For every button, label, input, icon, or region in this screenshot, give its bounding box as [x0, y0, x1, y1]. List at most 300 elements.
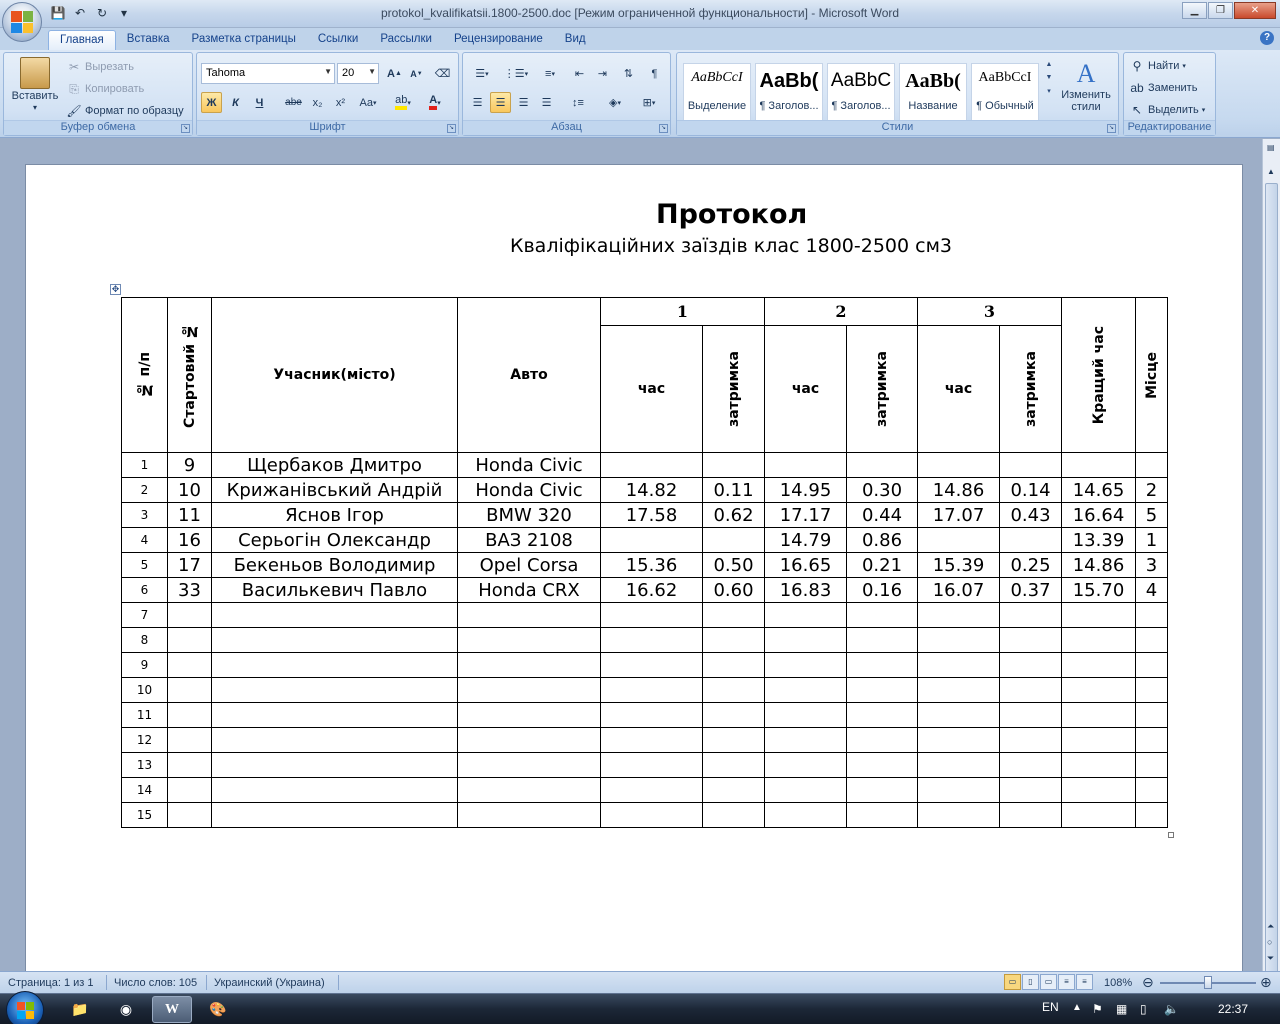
cell-time-3[interactable]: [918, 703, 1000, 728]
cell-delay-2[interactable]: 0.86: [847, 528, 918, 553]
cell-place[interactable]: 2: [1136, 478, 1168, 503]
chrome-icon[interactable]: ◉: [119, 1001, 133, 1017]
cell-delay-3[interactable]: [1000, 603, 1062, 628]
clipboard-launcher-icon[interactable]: ↘: [182, 125, 189, 131]
cell-num[interactable]: 7: [122, 603, 168, 628]
cell-best[interactable]: 13.39: [1062, 528, 1136, 553]
scroll-thumb[interactable]: [1265, 183, 1278, 983]
cell-time-2[interactable]: [765, 628, 847, 653]
cell-car[interactable]: [458, 653, 601, 678]
cell-start[interactable]: [168, 778, 212, 803]
cell-participant[interactable]: [212, 778, 458, 803]
borders-button[interactable]: ⊞ ▾: [642, 97, 656, 109]
copy-button[interactable]: [66, 81, 144, 97]
header-run-1[interactable]: 1: [601, 298, 765, 326]
cell-car[interactable]: Honda CRX: [458, 578, 601, 603]
cell-start[interactable]: [168, 703, 212, 728]
cell-delay-1[interactable]: [703, 678, 765, 703]
cell-best[interactable]: [1062, 603, 1136, 628]
cell-place[interactable]: [1136, 628, 1168, 653]
cell-num[interactable]: 1: [122, 453, 168, 478]
cut-button[interactable]: [66, 59, 134, 75]
cell-best[interactable]: 14.65: [1062, 478, 1136, 503]
cell-delay-2[interactable]: [847, 628, 918, 653]
clear-format-button[interactable]: [432, 63, 453, 84]
cell-delay-1[interactable]: [703, 528, 765, 553]
more-icon[interactable]: ▾: [1047, 88, 1051, 95]
zoom-out-icon[interactable]: ⊖: [1142, 974, 1154, 990]
tab-insert[interactable]: Вставка: [126, 33, 170, 45]
cell-num[interactable]: 11: [122, 703, 168, 728]
document-area[interactable]: [0, 139, 1262, 971]
font-name-value: Tahoma: [206, 67, 246, 79]
cell-num[interactable]: 2: [122, 478, 168, 503]
help-icon[interactable]: ?: [1260, 31, 1274, 45]
header-start[interactable]: [168, 298, 212, 453]
find-button[interactable]: ⚲ Найти ▾: [1129, 58, 1186, 74]
header-time-1[interactable]: час: [601, 326, 703, 453]
header-time-3[interactable]: час: [918, 326, 1000, 453]
chevron-down-icon[interactable]: ▼: [1045, 74, 1053, 81]
cell-participant[interactable]: [212, 803, 458, 828]
cell-time-2[interactable]: [765, 678, 847, 703]
justify-button[interactable]: [536, 92, 557, 113]
protocol-table[interactable]: [121, 297, 1168, 828]
cell-num[interactable]: 3: [122, 503, 168, 528]
browse-object-icon[interactable]: ○: [1267, 937, 1273, 947]
cell-time-2[interactable]: [765, 453, 847, 478]
cell-participant[interactable]: [212, 753, 458, 778]
cell-best[interactable]: [1062, 453, 1136, 478]
header-delay-1[interactable]: [703, 326, 765, 453]
vertical-scrollbar[interactable]: [1262, 139, 1280, 971]
cell-time-2[interactable]: 14.79: [765, 528, 847, 553]
tab-review[interactable]: Рецензирование: [453, 33, 543, 45]
align-center-button[interactable]: [490, 92, 511, 113]
cell-delay-3[interactable]: [1000, 703, 1062, 728]
cell-delay-1[interactable]: [703, 778, 765, 803]
cell-delay-1[interactable]: 0.11: [703, 478, 765, 503]
cell-delay-2[interactable]: [847, 653, 918, 678]
cell-delay-2[interactable]: 0.16: [847, 578, 918, 603]
cell-time-3[interactable]: 17.07: [918, 503, 1000, 528]
scroll-up-icon[interactable]: ▲: [1267, 167, 1275, 176]
next-page-icon[interactable]: ⏷: [1267, 953, 1275, 963]
cell-best[interactable]: [1062, 653, 1136, 678]
close-button[interactable]: ✕: [1234, 2, 1276, 19]
cell-delay-3[interactable]: 0.37: [1000, 578, 1062, 603]
cell-time-1[interactable]: 14.82: [601, 478, 703, 503]
document-page[interactable]: [25, 164, 1243, 971]
cell-delay-2[interactable]: 0.21: [847, 553, 918, 578]
cell-place[interactable]: [1136, 778, 1168, 803]
cell-time-1[interactable]: [601, 603, 703, 628]
cell-delay-1[interactable]: 0.50: [703, 553, 765, 578]
cell-time-3[interactable]: [918, 528, 1000, 553]
cell-best[interactable]: 14.86: [1062, 553, 1136, 578]
cell-delay-1[interactable]: [703, 703, 765, 728]
font-size-field[interactable]: [337, 63, 379, 84]
cell-time-1[interactable]: [601, 628, 703, 653]
cell-delay-2[interactable]: [847, 678, 918, 703]
paste-button[interactable]: [8, 57, 62, 112]
undo-icon[interactable]: ↶: [74, 6, 86, 20]
cell-time-1[interactable]: 15.36: [601, 553, 703, 578]
volume-icon[interactable]: 🔈: [1164, 1002, 1179, 1016]
cell-time-3[interactable]: [918, 728, 1000, 753]
cell-car[interactable]: [458, 803, 601, 828]
redo-icon[interactable]: ↻: [96, 6, 108, 20]
cell-delay-2[interactable]: 0.44: [847, 503, 918, 528]
cell-start[interactable]: [168, 603, 212, 628]
cell-start[interactable]: 17: [168, 553, 212, 578]
cell-time-1[interactable]: [601, 753, 703, 778]
cell-delay-2[interactable]: [847, 703, 918, 728]
cell-start[interactable]: 11: [168, 503, 212, 528]
explorer-icon[interactable]: 📁: [71, 1001, 89, 1017]
align-right-button[interactable]: [513, 92, 534, 113]
tab-view[interactable]: Вид: [564, 33, 586, 45]
cell-time-3[interactable]: [918, 753, 1000, 778]
cell-place[interactable]: 3: [1136, 553, 1168, 578]
cell-best[interactable]: 15.70: [1062, 578, 1136, 603]
cell-car[interactable]: [458, 728, 601, 753]
document-title[interactable]: Протокол: [656, 199, 808, 230]
cell-best[interactable]: [1062, 678, 1136, 703]
cell-place[interactable]: [1136, 803, 1168, 828]
cell-car[interactable]: [458, 778, 601, 803]
highlight-button[interactable]: ab ▾: [389, 92, 417, 113]
cell-start[interactable]: [168, 728, 212, 753]
cell-num[interactable]: 9: [122, 653, 168, 678]
cell-delay-1[interactable]: 0.60: [703, 578, 765, 603]
cell-time-3[interactable]: 14.86: [918, 478, 1000, 503]
select-button[interactable]: ↖ Выделить ▾: [1129, 102, 1205, 118]
cell-participant[interactable]: [212, 703, 458, 728]
cell-time-3[interactable]: [918, 628, 1000, 653]
cell-delay-1[interactable]: [703, 453, 765, 478]
network-icon[interactable]: ▦: [1116, 1002, 1128, 1016]
style-normal[interactable]: [971, 63, 1039, 121]
cell-time-2[interactable]: [765, 803, 847, 828]
cell-place[interactable]: 1: [1136, 528, 1168, 553]
cell-time-2[interactable]: [765, 653, 847, 678]
italic-button[interactable]: [225, 92, 246, 113]
cell-time-3[interactable]: [918, 653, 1000, 678]
cell-car[interactable]: ВАЗ 2108: [458, 528, 601, 553]
cell-place[interactable]: [1136, 653, 1168, 678]
web-layout-icon[interactable]: ▭: [1040, 974, 1057, 990]
style-title[interactable]: [899, 63, 967, 121]
paint-icon[interactable]: 🎨: [209, 1001, 227, 1017]
cell-delay-3[interactable]: [1000, 453, 1062, 478]
cell-best[interactable]: [1062, 728, 1136, 753]
cell-car[interactable]: BMW 320: [458, 503, 601, 528]
align-left-button[interactable]: [467, 92, 488, 113]
cell-delay-3[interactable]: 0.25: [1000, 553, 1062, 578]
table-resize-handle[interactable]: [1168, 832, 1174, 838]
cell-delay-3[interactable]: [1000, 778, 1062, 803]
underline-button[interactable]: [249, 92, 270, 113]
cell-participant[interactable]: [212, 678, 458, 703]
cell-place[interactable]: 5: [1136, 503, 1168, 528]
cell-delay-3[interactable]: [1000, 678, 1062, 703]
cell-best[interactable]: 16.64: [1062, 503, 1136, 528]
header-run-2[interactable]: 2: [765, 298, 918, 326]
sort-button[interactable]: [618, 63, 639, 84]
document-subtitle[interactable]: Кваліфікаційних заїздів клас 1800-2500 см3: [509, 235, 952, 257]
cell-car[interactable]: [458, 628, 601, 653]
change-case-button[interactable]: Aa ▾: [359, 96, 377, 109]
zoom-level[interactable]: 108%: [1104, 977, 1133, 989]
word-icon[interactable]: W: [152, 996, 192, 1023]
cell-participant[interactable]: Яснов Ігор: [212, 503, 458, 528]
power-icon[interactable]: ▯: [1140, 1002, 1147, 1016]
cell-time-2[interactable]: [765, 603, 847, 628]
font-name-field[interactable]: [201, 63, 335, 84]
cell-delay-1[interactable]: [703, 603, 765, 628]
cell-participant[interactable]: Щербаков Дмитро: [212, 453, 458, 478]
cell-best[interactable]: [1062, 703, 1136, 728]
style-emphasis[interactable]: [683, 63, 751, 121]
cell-num[interactable]: 8: [122, 628, 168, 653]
font-color-button[interactable]: A ▾: [421, 92, 449, 113]
cell-delay-3[interactable]: 0.14: [1000, 478, 1062, 503]
line-spacing-button[interactable]: [564, 92, 592, 113]
cell-best[interactable]: [1062, 628, 1136, 653]
cell-car[interactable]: Opel Corsa: [458, 553, 601, 578]
cell-place[interactable]: [1136, 703, 1168, 728]
cell-participant[interactable]: Бекеньов Володимир: [212, 553, 458, 578]
table-move-handle-icon[interactable]: ✥: [111, 284, 120, 294]
style-heading2[interactable]: [827, 63, 895, 121]
cell-start[interactable]: [168, 803, 212, 828]
language-indicator[interactable]: EN: [1042, 1000, 1059, 1014]
maximize-button[interactable]: ❐: [1208, 2, 1233, 19]
zoom-slider-handle[interactable]: [1204, 976, 1212, 989]
cell-participant[interactable]: [212, 728, 458, 753]
style-heading1[interactable]: [755, 63, 823, 121]
cell-car[interactable]: [458, 603, 601, 628]
show-hidden-icons-icon[interactable]: ▲: [1072, 1002, 1082, 1013]
cell-car[interactable]: Honda Civic: [458, 453, 601, 478]
bullets-button[interactable]: ☰ ▾: [475, 68, 489, 80]
cell-delay-3[interactable]: [1000, 528, 1062, 553]
cell-place[interactable]: [1136, 603, 1168, 628]
clock[interactable]: 22:37: [1218, 1002, 1249, 1016]
office-button[interactable]: [2, 2, 42, 42]
cell-time-2[interactable]: 16.65: [765, 553, 847, 578]
cell-delay-2[interactable]: [847, 803, 918, 828]
previous-page-icon[interactable]: ⏶: [1267, 921, 1275, 931]
cell-time-2[interactable]: 17.17: [765, 503, 847, 528]
header-delay-2[interactable]: [847, 326, 918, 453]
cell-delay-2[interactable]: [847, 728, 918, 753]
cell-time-1[interactable]: [601, 528, 703, 553]
subscript-button[interactable]: [307, 92, 328, 113]
decrease-indent-button[interactable]: [569, 63, 590, 84]
bold-button[interactable]: [201, 92, 222, 113]
cell-time-1[interactable]: 17.58: [601, 503, 703, 528]
superscript-button[interactable]: [330, 92, 351, 113]
grow-font-button[interactable]: A ▲: [387, 67, 402, 80]
paragraph-launcher-icon[interactable]: ↘: [660, 125, 667, 131]
cell-time-1[interactable]: [601, 453, 703, 478]
cell-time-1[interactable]: [601, 703, 703, 728]
cell-start[interactable]: 10: [168, 478, 212, 503]
cell-place[interactable]: [1136, 453, 1168, 478]
cell-time-2[interactable]: [765, 703, 847, 728]
outline-icon[interactable]: ≡: [1058, 974, 1075, 990]
cell-time-3[interactable]: [918, 603, 1000, 628]
strikethrough-button[interactable]: [283, 92, 304, 113]
cell-start[interactable]: [168, 678, 212, 703]
cell-participant[interactable]: Василькевич Павло: [212, 578, 458, 603]
cell-time-3[interactable]: [918, 803, 1000, 828]
header-run-3[interactable]: 3: [918, 298, 1062, 326]
cell-delay-3[interactable]: [1000, 728, 1062, 753]
header-car[interactable]: Авто: [458, 298, 601, 453]
start-button[interactable]: [6, 991, 44, 1024]
cell-start[interactable]: [168, 628, 212, 653]
replace-button[interactable]: [1129, 80, 1197, 96]
cell-time-1[interactable]: 16.62: [601, 578, 703, 603]
cell-start[interactable]: [168, 653, 212, 678]
tab-page-layout[interactable]: Разметка страницы: [191, 33, 296, 45]
cell-delay-1[interactable]: [703, 728, 765, 753]
styles-scroll[interactable]: [1043, 61, 1055, 121]
cell-car[interactable]: [458, 678, 601, 703]
cell-num[interactable]: 15: [122, 803, 168, 828]
tab-mailings[interactable]: Рассылки: [380, 33, 432, 45]
cell-time-1[interactable]: [601, 653, 703, 678]
cell-car[interactable]: Honda Civic: [458, 478, 601, 503]
header-num[interactable]: [122, 298, 168, 453]
cell-time-3[interactable]: [918, 453, 1000, 478]
cell-delay-1[interactable]: [703, 803, 765, 828]
ruler-toggle-icon[interactable]: ▤: [1267, 143, 1275, 152]
cell-delay-1[interactable]: [703, 653, 765, 678]
styles-launcher-icon[interactable]: ↘: [1108, 125, 1115, 131]
cell-start[interactable]: 9: [168, 453, 212, 478]
full-screen-reading-icon[interactable]: ▯: [1022, 974, 1039, 990]
office-logo-icon: [11, 11, 33, 33]
cell-best[interactable]: [1062, 803, 1136, 828]
cell-delay-2[interactable]: [847, 453, 918, 478]
font-launcher-icon[interactable]: ↘: [448, 125, 455, 131]
cell-delay-3[interactable]: [1000, 803, 1062, 828]
cell-num[interactable]: 13: [122, 753, 168, 778]
zoom-in-icon[interactable]: ⊕: [1260, 974, 1272, 990]
multilevel-list-button[interactable]: ≡ ▾: [545, 67, 555, 80]
cell-time-1[interactable]: [601, 803, 703, 828]
minimize-button[interactable]: ▁: [1182, 2, 1207, 19]
cell-place[interactable]: [1136, 728, 1168, 753]
shrink-font-button[interactable]: A ▼: [410, 68, 423, 79]
cell-start[interactable]: [168, 753, 212, 778]
cell-delay-3[interactable]: [1000, 753, 1062, 778]
cell-start[interactable]: 16: [168, 528, 212, 553]
cell-time-2[interactable]: [765, 728, 847, 753]
cell-delay-1[interactable]: 0.62: [703, 503, 765, 528]
customize-qat-icon[interactable]: ▾: [120, 6, 128, 20]
cell-participant[interactable]: Крижанівський Андрій: [212, 478, 458, 503]
word-count[interactable]: Число слов: 105: [114, 977, 198, 989]
numbering-button[interactable]: ⋮☰ ▾: [503, 68, 529, 80]
cell-participant[interactable]: Серьогін Олександр: [212, 528, 458, 553]
cell-num[interactable]: 4: [122, 528, 168, 553]
cell-num[interactable]: 10: [122, 678, 168, 703]
cell-place[interactable]: [1136, 753, 1168, 778]
cell-time-1[interactable]: [601, 678, 703, 703]
cell-best[interactable]: [1062, 778, 1136, 803]
cell-time-2[interactable]: 16.83: [765, 578, 847, 603]
cell-time-2[interactable]: [765, 778, 847, 803]
cell-time-1[interactable]: [601, 728, 703, 753]
header-delay-3[interactable]: [1000, 326, 1062, 453]
change-styles-button[interactable]: [1057, 59, 1115, 113]
cell-participant[interactable]: [212, 628, 458, 653]
cell-time-2[interactable]: [765, 753, 847, 778]
cell-num[interactable]: 5: [122, 553, 168, 578]
cell-time-1[interactable]: [601, 778, 703, 803]
header-place[interactable]: [1136, 298, 1168, 453]
header-participant[interactable]: Учасник(місто): [212, 298, 458, 453]
cell-car[interactable]: [458, 753, 601, 778]
cell-car[interactable]: [458, 703, 601, 728]
cell-place[interactable]: [1136, 678, 1168, 703]
chevron-up-icon[interactable]: ▲: [1045, 61, 1053, 68]
format-painter-button[interactable]: [66, 103, 184, 119]
cell-delay-1[interactable]: [703, 628, 765, 653]
cell-time-3[interactable]: 15.39: [918, 553, 1000, 578]
cell-time-3[interactable]: [918, 778, 1000, 803]
cell-delay-1[interactable]: [703, 753, 765, 778]
draft-icon[interactable]: ≡: [1076, 974, 1093, 990]
cell-delay-3[interactable]: [1000, 628, 1062, 653]
increase-indent-button[interactable]: [592, 63, 613, 84]
cell-participant[interactable]: [212, 653, 458, 678]
cell-time-3[interactable]: 16.07: [918, 578, 1000, 603]
cell-start[interactable]: 33: [168, 578, 212, 603]
cell-num[interactable]: 6: [122, 578, 168, 603]
tab-references[interactable]: Ссылки: [317, 33, 359, 45]
tab-home[interactable]: Главная: [48, 30, 116, 50]
cell-delay-2[interactable]: [847, 753, 918, 778]
cell-time-3[interactable]: [918, 678, 1000, 703]
print-layout-icon[interactable]: ▭: [1004, 974, 1021, 990]
cell-num[interactable]: 14: [122, 778, 168, 803]
show-marks-button[interactable]: [644, 63, 665, 84]
save-icon[interactable]: 💾: [50, 6, 66, 20]
cell-delay-3[interactable]: 0.43: [1000, 503, 1062, 528]
language-indicator[interactable]: Украинский (Украина): [214, 977, 325, 989]
cell-delay-2[interactable]: [847, 778, 918, 803]
cell-delay-2[interactable]: 0.30: [847, 478, 918, 503]
cell-best[interactable]: [1062, 753, 1136, 778]
page-indicator[interactable]: Страница: 1 из 1: [8, 977, 94, 989]
header-best[interactable]: [1062, 298, 1136, 453]
shading-button[interactable]: ◈ ▾: [609, 97, 621, 109]
cell-time-2[interactable]: 14.95: [765, 478, 847, 503]
flag-icon[interactable]: ⚑: [1092, 1002, 1103, 1016]
cell-participant[interactable]: [212, 603, 458, 628]
cell-delay-3[interactable]: [1000, 653, 1062, 678]
cell-num[interactable]: 12: [122, 728, 168, 753]
cell-delay-2[interactable]: [847, 603, 918, 628]
cell-place[interactable]: 4: [1136, 578, 1168, 603]
header-time-2[interactable]: час: [765, 326, 847, 453]
